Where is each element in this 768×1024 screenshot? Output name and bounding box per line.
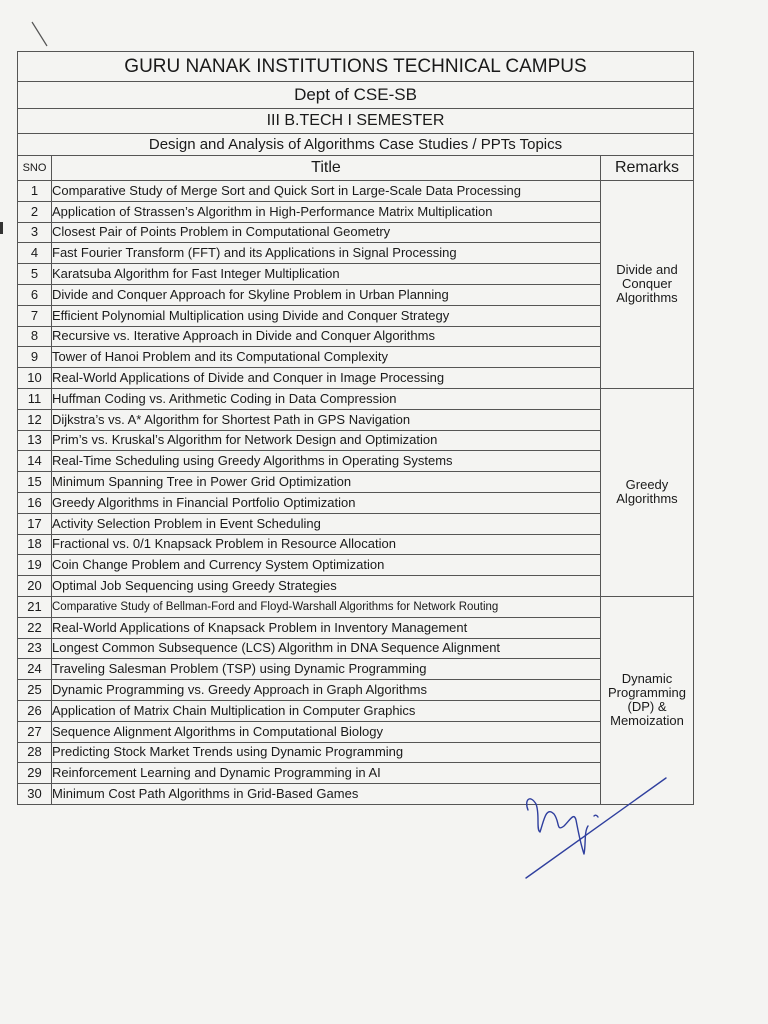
remark-line: Algorithms [616, 290, 678, 306]
remark-line: Dynamic [621, 671, 673, 687]
row-sno: 15 [18, 472, 52, 493]
row-title: Dijkstra’s vs. A* Algorithm for Shortest Path in GPS Navigation [52, 409, 601, 430]
table-row [18, 347, 694, 368]
row-title: Application of Matrix Chain Multiplication in Computer Graphics [52, 700, 601, 721]
row-sno: 25 [18, 680, 52, 701]
table-row [18, 368, 694, 389]
row-sno: 4 [18, 243, 52, 264]
table-row [18, 264, 694, 285]
table-row [18, 700, 694, 721]
row-sno: 24 [18, 659, 52, 680]
row-sno: 30 [18, 784, 52, 805]
row-title: Real-World Applications of Knapsack Problem in Inventory Management [52, 617, 601, 638]
pen-stroke-mark [30, 20, 50, 48]
remark-group-1 [600, 181, 693, 389]
table-row [18, 451, 694, 472]
table-row [18, 742, 694, 763]
row-sno: 21 [18, 596, 52, 617]
row-title: Real-World Applications of Divide and Conquer in Image Processing [52, 368, 601, 389]
remark-line: Programming [607, 685, 686, 701]
table-row [18, 721, 694, 742]
table-row [18, 659, 694, 680]
row-title: Recursive vs. Iterative Approach in Divide and Conquer Algorithms [52, 326, 601, 347]
subject-title: Design and Analysis of Algorithms Case Studies / PPTs Topics [18, 134, 694, 156]
row-sno: 9 [18, 347, 52, 368]
table-row [18, 409, 694, 430]
row-title: Comparative Study of Merge Sort and Quick Sort in Large-Scale Data Processing [52, 181, 601, 202]
row-title: Optimal Job Sequencing using Greedy Strategies [52, 576, 601, 597]
department-title: Dept of CSE-SB [18, 82, 694, 109]
table-row [18, 222, 694, 243]
remark-line: Algorithms [616, 491, 678, 507]
table-row [18, 555, 694, 576]
row-title: Efficient Polynomial Multiplication using Divide and Conquer Strategy [52, 305, 601, 326]
row-sno: 23 [18, 638, 52, 659]
row-title: Closest Pair of Points Problem in Computational Geometry [52, 222, 601, 243]
row-title: Minimum Cost Path Algorithms in Grid-Based Games [52, 784, 601, 805]
row-title: Divide and Conquer Approach for Skyline Problem in Urban Planning [52, 284, 601, 305]
table-row [18, 534, 694, 555]
sno-column-header: SNO [18, 156, 52, 181]
scan-edge-mark [0, 222, 3, 234]
table-row [18, 181, 694, 202]
row-title: Predicting Stock Market Trends using Dynamic Programming [52, 742, 601, 763]
row-title: Longest Common Subsequence (LCS) Algorithm in DNA Sequence Alignment [52, 638, 601, 659]
row-sno: 27 [18, 721, 52, 742]
row-sno: 12 [18, 409, 52, 430]
row-title: Coin Change Problem and Currency System Optimization [52, 555, 601, 576]
row-sno: 20 [18, 576, 52, 597]
row-sno: 8 [18, 326, 52, 347]
row-sno: 7 [18, 305, 52, 326]
table-row [18, 576, 694, 597]
row-title: Application of Strassen’s Algorithm in High-Performance Matrix Multiplication [52, 201, 601, 222]
remark-line: Conquer [622, 276, 672, 292]
row-title: Dynamic Programming vs. Greedy Approach in Graph Algorithms [52, 680, 601, 701]
table-row [18, 243, 694, 264]
row-sno: 13 [18, 430, 52, 451]
row-title: Fast Fourier Transform (FFT) and its Applications in Signal Processing [52, 243, 601, 264]
remark-line: Memoization [610, 713, 684, 729]
semester-title: III B.TECH I SEMESTER [18, 109, 694, 134]
row-title: Fractional vs. 0/1 Knapsack Problem in Resource Allocation [52, 534, 601, 555]
row-sno: 16 [18, 492, 52, 513]
row-title: Activity Selection Problem in Event Scheduling [52, 513, 601, 534]
row-sno: 2 [18, 201, 52, 222]
row-sno: 10 [18, 368, 52, 389]
handwritten-signature [516, 770, 676, 885]
row-sno: 28 [18, 742, 52, 763]
row-title: Reinforcement Learning and Dynamic Programming in AI [52, 763, 601, 784]
table-row [18, 680, 694, 701]
row-title: Huffman Coding vs. Arithmetic Coding in Data Compression [52, 388, 601, 409]
table-row [18, 596, 694, 617]
row-title: Minimum Spanning Tree in Power Grid Optimization [52, 472, 601, 493]
institution-title: GURU NANAK INSTITUTIONS TECHNICAL CAMPUS [18, 52, 694, 82]
row-sno: 19 [18, 555, 52, 576]
row-title: Karatsuba Algorithm for Fast Integer Multiplication [52, 264, 601, 285]
row-title: Traveling Salesman Problem (TSP) using Dynamic Programming [52, 659, 601, 680]
row-sno: 1 [18, 181, 52, 202]
row-sno: 3 [18, 222, 52, 243]
row-sno: 14 [18, 451, 52, 472]
row-title: Real-Time Scheduling using Greedy Algorithms in Operating Systems [52, 451, 601, 472]
row-title: Comparative Study of Bellman-Ford and Floyd-Warshall Algorithms for Network Routing [52, 596, 601, 617]
remark-line: Divide and [616, 262, 678, 278]
table-row [18, 326, 694, 347]
table-row [18, 638, 694, 659]
table-row [18, 472, 694, 493]
row-title: Sequence Alignment Algorithms in Computational Biology [52, 721, 601, 742]
remarks-column-header: Remarks [600, 156, 693, 181]
row-sno: 6 [18, 284, 52, 305]
table-row [18, 617, 694, 638]
row-title: Greedy Algorithms in Financial Portfolio Optimization [52, 492, 601, 513]
table-row [18, 388, 694, 409]
remark-line: (DP) & [627, 699, 667, 715]
row-sno: 26 [18, 700, 52, 721]
row-sno: 22 [18, 617, 52, 638]
row-sno: 17 [18, 513, 52, 534]
row-sno: 5 [18, 264, 52, 285]
table-row [18, 430, 694, 451]
table-row [18, 201, 694, 222]
table-row [18, 513, 694, 534]
topics-table [17, 51, 694, 805]
remark-line: Greedy [625, 477, 669, 493]
row-title: Tower of Hanoi Problem and its Computational Complexity [52, 347, 601, 368]
column-header-row [18, 156, 694, 181]
table-row [18, 305, 694, 326]
table-row [18, 492, 694, 513]
table-row [18, 284, 694, 305]
row-sno: 11 [18, 388, 52, 409]
row-sno: 18 [18, 534, 52, 555]
row-sno: 29 [18, 763, 52, 784]
title-column-header: Title [52, 156, 601, 181]
row-title: Prim’s vs. Kruskal’s Algorithm for Network Design and Optimization [52, 430, 601, 451]
remark-group-2 [600, 388, 693, 596]
